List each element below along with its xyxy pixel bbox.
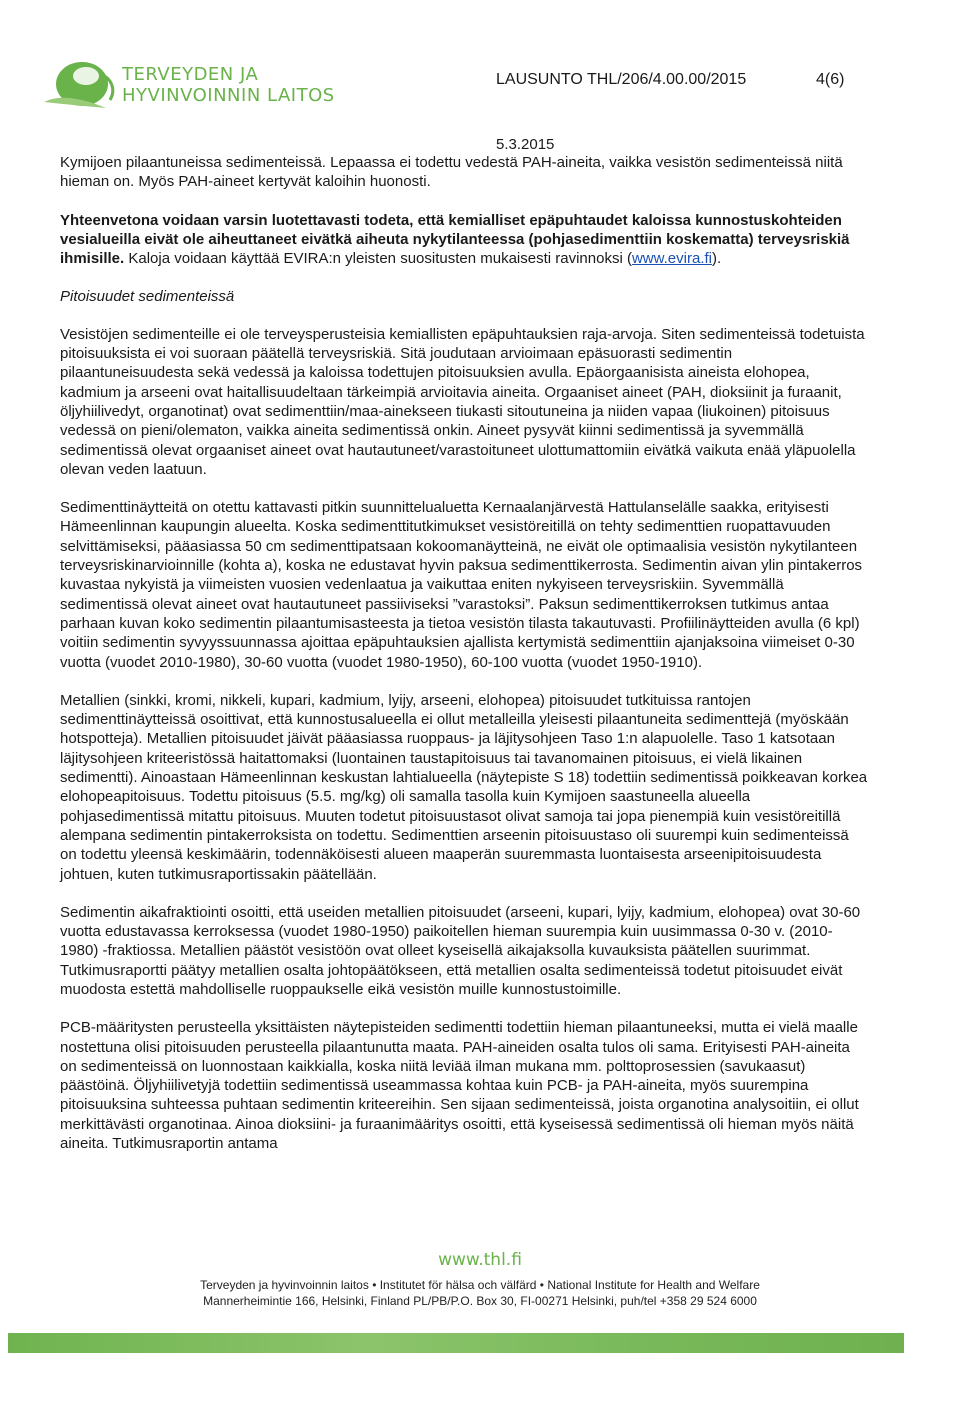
footer-url: www.thl.fi [438,1250,522,1270]
paragraph-1: Kymijoen pilaantuneissa sedimenteissä. Lepaassa ei todettu vedestä PAH-aineita, vaikka vesistön sedimenteissä niitä hieman on. Myös PAH-aineet kertyvät kaloihin huonosti. [60,154,843,191]
summary-bold-text: Yhteenvetona voidaan varsin luotettavasti todeta, että kemialliset epäpuhtaudet kaloissa kunnostuskohteiden vesialueilla eivät ole aiheuttaneet eivätkä aiheuta nykytilanteessa (pohjasedimenttiin koskematta) terveysriskiä ihmisille. [60,211,850,268]
thl-logo-mark-icon [40,56,120,116]
document-reference: LAUSUNTO THL/206/4.00.00/2015 [496,71,747,88]
summary-text: Kaloja voidaan käyttää EVIRA:n yleisten suositusten mukaisesti ravinnoksi ( [124,250,632,268]
paragraph-3: Vesistöjen sedimenteille ei ole terveysperusteisia kemiallisten epäpuhtauksien raja-arvoja. Siten sedimenteissä todetuista pitoisuuksista ei voi suoraan päätellä terveysriskiä. Sitä joudutaan arvioimaan epäsuorasti sedimentin pilaantuneisuudesta sekä vedessä ja kaloissa todettujen pitoisuuksien avulla. Epäorgaanisista aineista elohopea, kadmium ja arseeni ovat haitallisuudeltaan tärkeimpiä arvioitavia aineita. Orgaaniset aineet (PAH, dioksiinit ja furaanit, öljyhiilivedyt, organotinat) ovat sedimenttiin/maa-ainekseen tiukasti sitoutuneina ja niiden vapaa (liukoinen) pitoisuus vedessä on pieni/olematon, vaikka aineita sedimentissä onkin. Aineet pysyvät kiinni sedimentissä ja syvemmällä sedimentissä olevat orgaaniset aineet ovat hautautuneet/varastoituneet ulottumattomiin eivätkä vaikuta enää yläpuolella olevan veden laatuun. [60,325,865,478]
paragraph-6: Sedimentin aikafraktiointi osoitti, että useiden metallien pitoisuudet (arseeni, kupari, lyijy, kadmium, elohopea) ovat 30-60 vuotta edustavassa kerroksessa (vuodet 1980-1950) paikoitellen hieman suurempia kuin uusimmassa 0-30 v. (2010-1980) -fraktiossa. Metallien päästöt vesistöön ovat olleet kyseisellä aikajaksolla kuvauksista päätellen suurimmat. Tutkimusraportti päätyy metallien osalta johtopäätökseen, että metallien osalta sedimenteissä todetut pitoisuudet eivät muodosta estettä mahdolliselle ruoppaukselle eikä vesistön muille kunnostustoimille. [60,903,861,998]
paragraph-7: PCB-määritysten perusteella yksittäisten näytepisteiden sedimentti todettiin hieman pilaantuneeksi, mutta ei vielä maalle nostettuna olisi pitoisuuden perusteella pilaantunutta maata. PAH-aineiden osalta tulos oli sama. Erityisesti PAH-aineita on sedimenteissä on luonnostaan kaikkialla, koska niitä leviää ilman mukana mm. polttoprosessien (savukaasut) päästöinä. Öljyhiilivetyjä todettiin sedimentissä useammassa kohtaa kuin PCB- ja PAH-aineita, myös suurempina pitoisuuksina suhteessa puhtaan sedimentin kriteereihin. Sen sijaan sedimenteissä, joista organotina analysoitiin, ei ollut merkittävästi organotinaa. Ainoa dioksiini- ja furaanimääritys osoitti, että kyseisessä sedimentissä oli hieman myös näitä aineita. Tutkimusraportin antama [60,1019,859,1153]
evira-link[interactable]: www.evira.fi [631,250,712,268]
document-date: 5.3.2015 [496,136,555,153]
section-heading: Pitoisuudet sedimenteissä [60,288,235,306]
paragraph-4: Sedimenttinäytteitä on otettu kattavasti pitkin suunnittelualuetta Kernaalanjärvestä Hattulanselälle saakka, erityisesti Hämeenlinnan kaupungin alueelta. Koska sedimenttitutkimukset vesistöreitillä on tehty sedimenttien ruopattavuuden selvittämiseksi, pääasiassa 50 cm sedimenttipatsaan kokoomanäytteinä, ne eivät ole optimaalisia vesistön nykytilanteen terveysriskinarvioinnille (kohta a), koska ne edustavat hyvin paksua sedimenttikerrosta. Sedimentin aivan ylin pintakerros kuvastaa nykyistä ja viimeisten vuosien vedenlaatua ja vaikuttaa eniten nykyiseen terveysriskiin. Syvemmällä sedimentissä olevat aineet ovat hautautuneet passiiviseksi ”varastoksi”. Paksun sedimenttikerroksen tutkimus antaa parhaan kuvan koko sedimentin pilaantumisasteesta ja tietoa vesistön tilasta takautuvasti. Profiilinäytteiden avulla (6 kpl) voitiin sedimentin syvyyssuunnassa ajoittaa epäpuhtauksien ajallista kertymistä sedimenttiin ajanjaksoina viimeiset 0-30 vuotta (vuodet 2010-1980), 30-60 vuotta (vuodet 1980-1950), 60-100 vuotta (vuodet 1950-1910). [60,499,863,671]
paragraph-summary [60,211,868,269]
logo-line-1: TERVEYDEN JA [122,64,259,85]
summary-end: ). [712,250,722,268]
paragraph-5: Metallien (sinkki, kromi, nikkeli, kupari, kadmium, lyijy, arseeni, elohopea) pitoisuudet tutkituissa rantojen sedimenttinäytteissä osoittivat, että kunnostusalueella ei ollut metalleilla yleisesti pilaantuneita sedimenttejä (myöskään hotspotteja). Metallien pitoisuudet jäivät pääasiassa ruoppaus- ja läjitysohjeen Taso 1:n alapuolelle. Taso 1 katsotaan läjitysohjeen kriteeristössä haitattomaksi (luontainen taustapitoisuus tai tavanomainen pitoisuus, ei vielä likainen sedimentti). Ainoastaan Hämeenlinnan keskustan lahtialueella (näytepiste S 18) todettiin sedimentissä poikkeavan korkea elohopeapitoisuus. Todettu pitoisuus (5.5. mg/kg) oli samalla tasolla kuin Kymijoen saastuneella alueella pohjasedimentissä mitattu pitoisuus. Muuten todetut pitoisuustasot olivat samoja tai jopa pienempiä kuin vesistöreitillä alempana sedimentin pintakerroksista on todettu. Sedimenttien arseenin pitoisuustaso oli suurempi kuin sedimenteissä on todettu yleensä keskimäärin, todennäköisesti alueen maaperän suuremmasta luontaisesta arseenipitoisuudesta johtuen, kuten tutkimusraportissakin päätellään. [60,691,868,883]
document-body [60,153,868,1153]
page-number: 4(6) [816,71,845,88]
footer-address: Mannerheimintie 166, Helsinki, Finland PL/PB/P.O. Box 30, FI-00271 Helsinki, puh/tel +358 29 524 6000 [203,1294,757,1308]
logo-line-2: HYVINVOINNIN LAITOS [122,85,335,106]
footer-green-bar [8,1333,904,1353]
logo-wordmark [122,64,335,106]
thl-logo [40,56,370,116]
footer-institute-names: Terveyden ja hyvinvoinnin laitos • Institutet för hälsa och välfärd • National Institute for Health and Welfare [200,1278,760,1292]
